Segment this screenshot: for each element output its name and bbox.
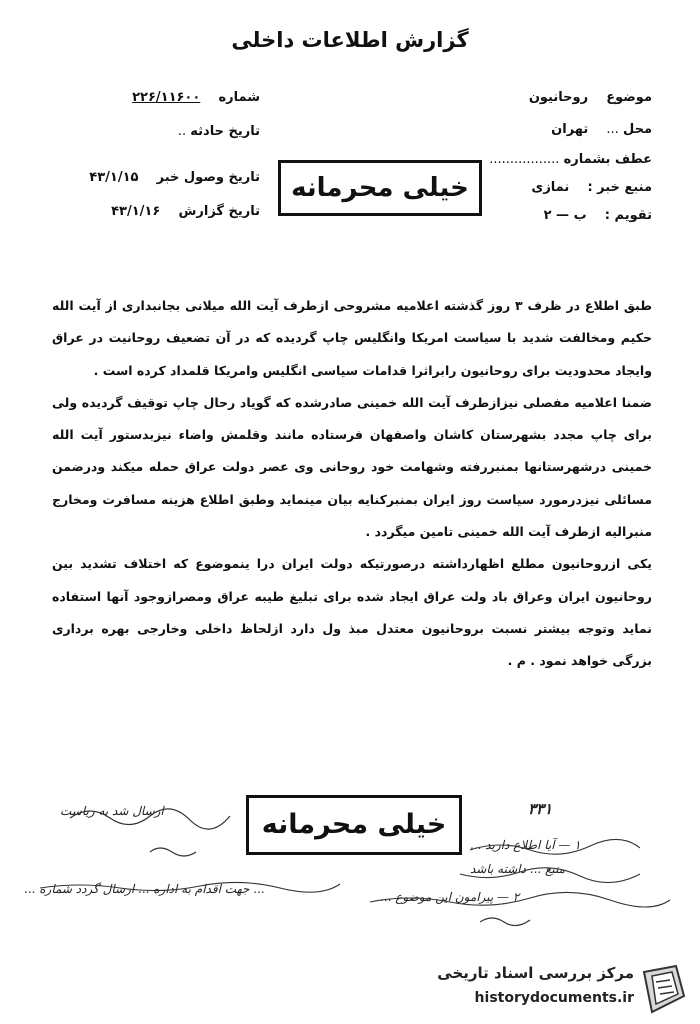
subject-field [529, 90, 652, 105]
number-label: شماره [218, 90, 260, 105]
archive-emblem-icon [636, 962, 690, 1016]
report-body [52, 290, 652, 678]
paragraph-3: یکی ازروحانیون مطلع اظهارداشته درصورتیکه دولت ایران درا ینموضوع که اختلاف تشدید بین روحانیون ایران وعراق باد ولت عراق ایجاد شده برای تبلیغ طیبه عراق ومصرازوجود آنها استفاده نماید وتوجه بیشتر نسبت بروحانیون معتدل مبذ ول دارد ازلحاظ داخلی وخارجی بهره برداری بزرگی خواهد نمود . م . [52, 556, 652, 669]
classification-stamp-bottom: خیلی محرمانه [246, 795, 462, 855]
report-date-value: ۴۳/۱/۱۶ [111, 204, 161, 219]
source-value: نمازی [531, 180, 570, 195]
archive-logo [414, 958, 696, 1020]
attach-field: عطف بشماره ................. [489, 152, 652, 167]
place-label: محل [622, 122, 652, 137]
handwritten-line-1: ۱ — آیا اطلاع دارید ... [470, 838, 581, 852]
source-field [531, 180, 652, 195]
paragraph-2: ضمنا اعلامیه مفصلی نیزازطرف آیت الله خمینی صادرشده که گویاد رحال چاپ توقیف گردیده ولی برای چاپ مجدد بشهرستان کاشان واصفهان فرستاده مانند وقلمش واضاء نیزبدستور آیت الله خمینی درشهرستانها بمنبررفته وشهامت خود روحانی وی عصر دولت عراق حمله میکند ودرضمن مسائلی نیزدرمورد سیاست روز ایران بمنبرکنایه بیان مینماید وطبق اطلاع هزینه مسافرت ومخارج منبرالیه ازطرف آیت الله خمینی تامین میگردد . [52, 394, 652, 540]
document-title: گزارش اطلاعات داخلی [231, 28, 469, 52]
handwritten-note-left: ارسال شد به ریاست [60, 804, 164, 818]
place-value: تهران [551, 122, 589, 137]
classification-stamp-top: خیلی محرمانه [278, 160, 482, 216]
place-field: محل ... تهران [551, 122, 652, 137]
received-date-field [89, 170, 260, 185]
handwritten-line-3: ۲ — پیرامون این موضوع ... [380, 890, 520, 904]
handwriting-strokes [40, 790, 700, 940]
subject-value: روحانیون [528, 90, 589, 105]
evaluation-label: تقویم : [604, 208, 652, 223]
source-label: منبع خبر : [587, 180, 652, 195]
evaluation-field [544, 208, 652, 223]
handwritten-number: ۳۳۱ [528, 800, 553, 818]
handwritten-note-bottom: ... جهت اقدام به اداره ... ارسال گردد شماره ... [24, 882, 265, 896]
report-date-field [111, 204, 260, 219]
event-date-field: تاریخ حادثه .. [177, 124, 260, 139]
archive-website: historydocuments.ir [474, 990, 634, 1006]
received-date-label: تاریخ وصول خبر [156, 170, 260, 185]
attach-label: عطف بشماره [563, 152, 652, 167]
event-date-label: تاریخ حادثه [190, 124, 260, 139]
report-date-label: تاریخ گزارش [178, 204, 260, 219]
evaluation-value: ب — ۲ [543, 208, 587, 223]
received-date-value: ۴۳/۱/۱۵ [89, 170, 139, 185]
number-field [132, 90, 260, 105]
handwritten-line-2: منبع ... داشته باشد [470, 862, 566, 876]
number-value: ۲۲۶/۱۱۶۰۰ [132, 90, 201, 105]
archive-name: مرکز بررسی اسناد تاریخی [437, 964, 634, 982]
paragraph-1: طبق اطلاع در ظرف ۳ روز گذشته اعلامیه مشروحی ازطرف آیت الله میلانی بجانبداری از آیت الله حکیم ومخالفت شدید با سیاست امریکا وانگلیس چاپ گردیده که در آن تضعیف روحانیت در عراق وایجاد محدودیت برای روحانیون رابراثرا قدامات سیاسی انگلیس وامریکا قلمداد کرده است . [52, 298, 653, 378]
subject-label: موضوع [606, 90, 652, 105]
